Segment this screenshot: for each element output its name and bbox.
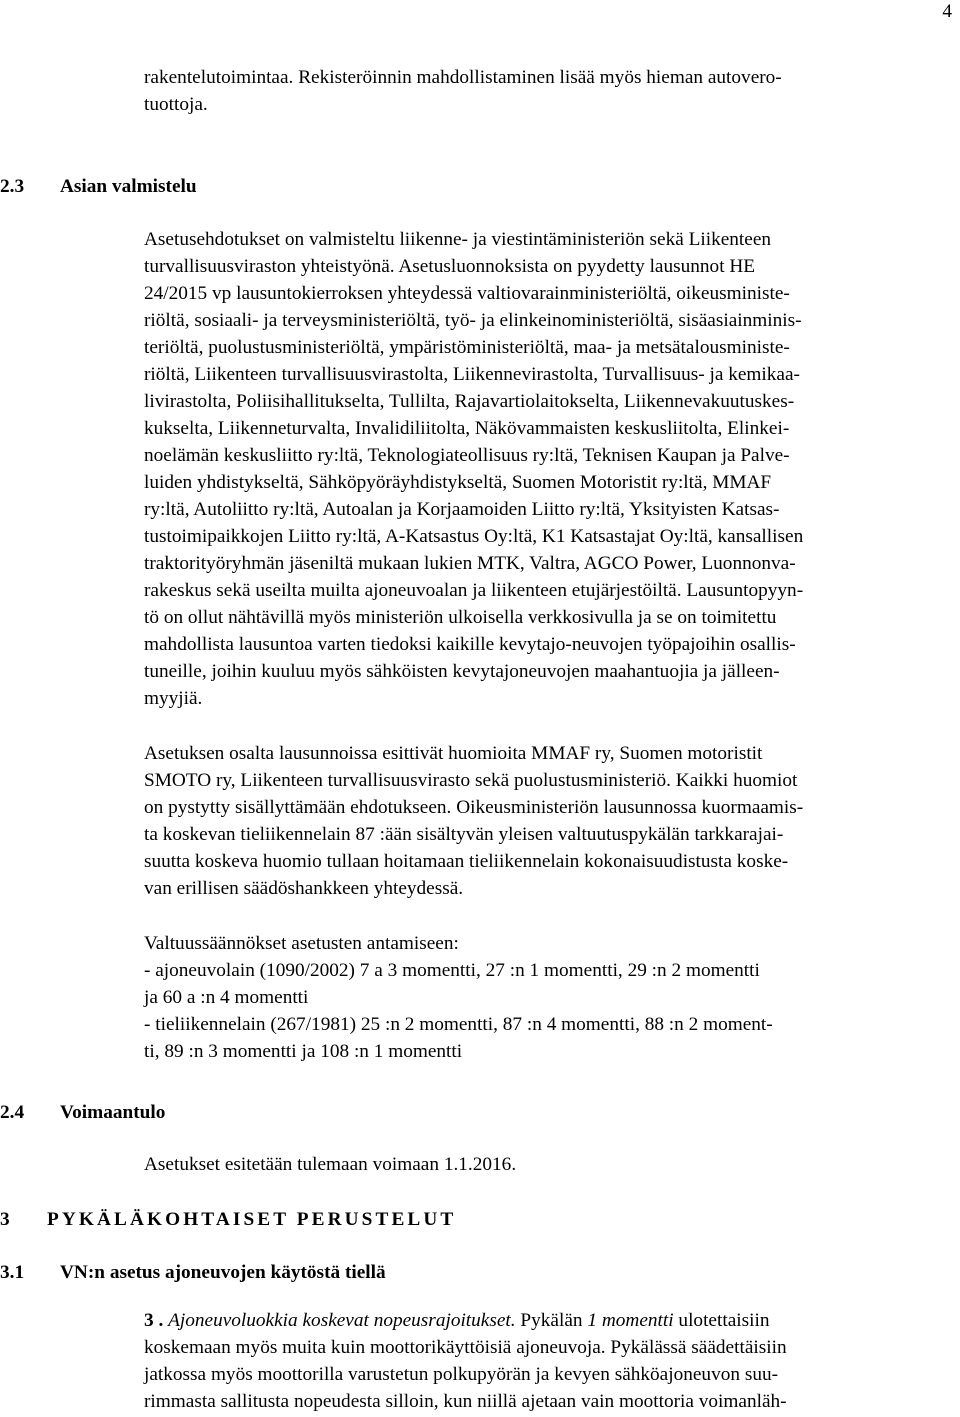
chapter-heading-3 bbox=[0, 1208, 456, 1232]
text-line: ry:ltä, Autoliitto ry:ltä, Autoalan ja Korjaamoiden Liitto ry:ltä, Yksityisten Katsas- bbox=[144, 499, 780, 520]
section-heading-2-4 bbox=[0, 1101, 165, 1125]
text-line: luiden yhdistykseltä, Sähköpyöräyhdistykseltä, Suomen Motoristit ry:ltä, MMAF bbox=[144, 472, 772, 493]
text-line: suutta koskeva huomio tullaan hoitamaan tieliikennelain kokonaisuudistusta koske- bbox=[144, 851, 789, 872]
entry-into-force-text: Asetukset esitetään tulemaan voimaan 1.1.2016. bbox=[144, 1154, 517, 1175]
text-line: ja 60 a :n 4 momentti bbox=[144, 987, 309, 1008]
text-line: kukselta, Liikenneturvalta, Invalidiliitolta, Näkövammaisten keskusliitolta, Elinkei- bbox=[144, 418, 790, 439]
text-line: tuneille, joihin kuuluu myös sähköisten kevytajoneuvojen maahantuojia ja jälleen- bbox=[144, 661, 780, 682]
section-title: VN:n asetus ajoneuvojen käytöstä tiellä bbox=[60, 1262, 386, 1283]
intro-line-2: tuottoja. bbox=[144, 94, 208, 115]
text-line: SMOTO ry, Liikenteen turvallisuusvirasto sekä puolustusministeriö. Kaikki huomiot bbox=[144, 770, 798, 791]
paragraph-number: 3 . bbox=[144, 1310, 164, 1331]
paragraph-title: Ajoneuvoluokkia koskevat nopeusrajoitukset. bbox=[168, 1310, 516, 1331]
page-number: 4 bbox=[942, 1, 952, 22]
section-title: Asian valmistelu bbox=[60, 176, 197, 197]
text-line: koskemaan myös muita kuin moottorikäyttöisiä ajoneuvoja. Pykälässä säädettäisiin bbox=[144, 1337, 787, 1358]
text-line: riöltä, Liikenteen turvallisuusvirastolta, Liikennevirastolta, Turvallisuus- ja kemikaa- bbox=[144, 364, 800, 385]
section-heading-2-3 bbox=[0, 175, 197, 199]
section-number: 2.3 bbox=[0, 176, 25, 197]
chapter-title: PYKÄLÄKOHTAISET PERUSTELUT bbox=[47, 1209, 457, 1230]
text-line: tustoimipaikkojen Liitto ry:ltä, A-Katsastus Oy:ltä, K1 Katsastajat Oy:ltä, kansallisen bbox=[144, 526, 804, 547]
text-line: van erillisen säädöshankkeen yhteydessä. bbox=[144, 878, 464, 899]
section-title: Voimaantulo bbox=[60, 1102, 166, 1123]
text-line: noelämän keskusliitto ry:ltä, Teknologiateollisuus ry:ltä, Teknisen Kaupan ja Palve- bbox=[144, 445, 790, 466]
moment-reference: 1 momentti bbox=[587, 1310, 674, 1331]
text-line: myyjiä. bbox=[144, 688, 203, 709]
text-line: - tieliikennelain (267/1981) 25 :n 2 momentti, 87 :n 4 momentti, 88 :n 2 moment- bbox=[144, 1014, 773, 1035]
section-heading-3-1 bbox=[0, 1261, 386, 1285]
text-line: riöltä, sosiaali- ja terveysministeriöltä, työ- ja elinkeinoministeriöltä, sisäasiainminis- bbox=[144, 310, 802, 331]
text-line: Valtuussäännökset asetusten antamiseen: bbox=[144, 933, 459, 954]
text-line: ta koskevan tieliikennelain 87 :ään sisältyvän yleisen valtuutuspykälän tarkkarajai- bbox=[144, 824, 784, 845]
section-number: 2.4 bbox=[0, 1102, 25, 1123]
text-line: turvallisuusviraston yhteistyönä. Asetusluonnoksista on pyydetty lausunnot HE bbox=[144, 256, 756, 277]
intro-line-1: rakentelutoimintaa. Rekisteröinnin mahdollistaminen lisää myös hieman autovero- bbox=[144, 67, 782, 88]
text-line: Asetusehdotukset on valmisteltu liikenne- ja viestintäministeriön sekä Liikenteen bbox=[144, 229, 772, 250]
text-line: ti, 89 :n 3 momentti ja 108 :n 1 momentti bbox=[144, 1041, 463, 1062]
text-line: rimmasta sallitusta nopeudesta silloin, kun niillä ajetaan vain moottoria voimanläh- bbox=[144, 1391, 787, 1412]
text-line: mahdollista lausuntoa varten tiedoksi kaikille kevytajo-neuvojen työpajoihin osallis- bbox=[144, 634, 796, 655]
text-line: livirastolta, Poliisihallitukselta, Tullilta, Rajavartiolaitokselta, Liikennevakuutuskes- bbox=[144, 391, 795, 412]
paragraph-section-3-first-line bbox=[144, 1309, 769, 1333]
text-line: traktorityöryhmän jäseniltä mukaan lukien MTK, Valtra, AGCO Power, Luonnonva- bbox=[144, 553, 796, 574]
text-line: jatkossa myös moottorilla varustetun polkupyörän ja kevyen sähköajoneuvon suu- bbox=[144, 1364, 779, 1385]
text-line: Asetuksen osalta lausunnoissa esittivät huomioita MMAF ry, Suomen motoristit bbox=[144, 743, 763, 764]
text-line: on pystytty sisällyttämään ehdotukseen. Oikeusministeriön lausunnossa kuormaamis- bbox=[144, 797, 804, 818]
section-number: 3.1 bbox=[0, 1262, 25, 1283]
chapter-number: 3 bbox=[0, 1209, 13, 1230]
text-line: rakeskus sekä useilta muilta ajoneuvoalan ja liikenteen etujärjestöiltä. Lausuntopyyn- bbox=[144, 580, 804, 601]
text-line: - ajoneuvolain (1090/2002) 7 a 3 momentti, 27 :n 1 momentti, 29 :n 2 momentti bbox=[144, 960, 760, 981]
text-line: 24/2015 vp lausuntokierroksen yhteydessä valtiovarainministeriöltä, oikeusministe- bbox=[144, 283, 790, 304]
text-line: teriöltä, puolustusministeriöltä, ympäristöministeriöltä, maa- ja metsätalousministe- bbox=[144, 337, 790, 358]
text-segment: ulotettaisiin bbox=[673, 1310, 770, 1331]
text-line: tö on ollut nähtävillä myös ministeriön ulkoisella verkkosivulla ja se on toimitettu bbox=[144, 607, 777, 628]
text-segment: Pykälän bbox=[515, 1310, 588, 1331]
